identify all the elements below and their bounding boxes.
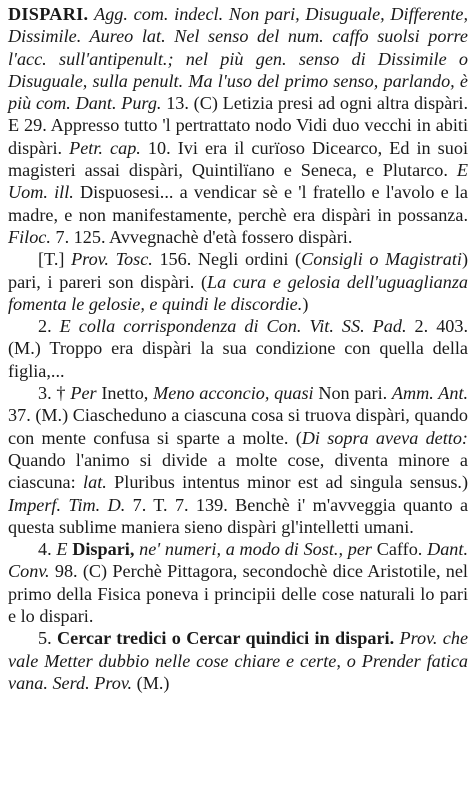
sense-phrase: Cercar tredici o Cercar quindici in dispari. — [57, 628, 395, 649]
sense-5 — [8, 627, 468, 694]
citation-text: ) pari, i pareri son dispàri. ( — [8, 249, 468, 292]
sense-2 — [8, 315, 468, 382]
gloss-text: Consigli o Magistrati — [301, 249, 462, 270]
citation-reference: 13. (C) — [166, 93, 218, 114]
citation-text: Benchè i' m'avveggia quanto a questa sublime maniera sieno dispàri gl'intelletti umani. — [8, 494, 469, 537]
sense-label: Meno acconcio, — [153, 383, 270, 404]
gloss-text: Metter dubbio nelle cose chiare e certe, o Prender fatica vana. — [8, 650, 469, 693]
citation-text: Appresso tutto 'l pertrattato nodo Vidi duo vecchi in abiti dispàri. — [8, 115, 469, 158]
citation-text: Quando l'animo si divide a molte cose, diventa minore a ciascuna: — [8, 449, 468, 493]
latin-text: Pluribus intentus minor est ad singula sensus.) — [114, 472, 469, 493]
sense-number: 4. — [38, 539, 52, 560]
citation-text: 7. 125. Avvegnachè d'età fossero dispàri. — [55, 226, 353, 247]
sense-3 — [8, 382, 468, 538]
sense-word: Inetto, — [101, 383, 149, 404]
sense-tommaseo — [8, 248, 468, 315]
citation-source: Amm. Ant. — [391, 383, 469, 404]
sense-label: ne' numeri, a modo di Sost., per — [139, 539, 372, 560]
citation-reference: 29. — [24, 115, 47, 136]
sense-word: Non pari. — [318, 383, 388, 404]
citation-reference: 98. (C) — [54, 561, 108, 582]
sense-4 — [8, 538, 468, 627]
sense-label: Per — [70, 383, 97, 404]
citation-source: Dant. Conv. — [8, 539, 468, 582]
citation-reference: 37. (M.) — [8, 405, 69, 426]
citation-source: Vit. SS. Pad. — [309, 316, 407, 337]
sense-headword: Dispari, — [72, 539, 135, 560]
citation-text: 10. Ivi era il curïoso Dicearco, Ed in suoi magisteri assai dispàri, Quintilïano e Seneca, e Plutarco. — [8, 137, 469, 181]
citation-text: 156. Negli ordini ( — [159, 249, 302, 270]
citation-reference: 2. 403. (M.) — [8, 316, 469, 359]
sense-label: Prov. che vale — [8, 628, 469, 671]
closing-paren: ) — [302, 293, 309, 314]
citation-text: Ciascheduno a ciascuna cosa si truova dispàri, quando con mente confusa si sparte a molte. ( — [8, 405, 468, 448]
citation-source: Imperf. Tim. D. — [8, 494, 126, 515]
citation-source: Filoc. — [8, 226, 51, 247]
tommaseo-mark: [T.] — [38, 249, 65, 270]
citation-text: Letizia presi ad ogni altra dispàri. E — [8, 93, 469, 136]
citation-source: Serd. Prov. — [52, 672, 133, 693]
citation-source: Prov. Tosc. — [71, 249, 153, 270]
citation-text: Dispuosesi... a vendicar sè e 'l fratello e l'avolo e la madre, e non manifestamente, perchè era dispàri in possanza. — [8, 182, 468, 225]
citation-text: Perchè Pittagora, secondochè dice Aristotile, nel primo della Fisica poneva i principii delle cose naturali lo pari e lo dispari. — [8, 561, 468, 627]
gloss-text: La cura e gelosia dell'uguaglianza fomenta le gelosie, e quindi le discordie. — [8, 271, 468, 314]
sense-number: 2. — [38, 316, 52, 337]
entry-dispari — [8, 3, 468, 248]
citation-reference: 7. T. 7. 139. — [132, 494, 228, 515]
citation-source: Dant. Purg. — [75, 93, 162, 114]
sense-label: E — [56, 539, 68, 560]
citation-text: Troppo era dispàri la sua condizione con quella della figlia,... — [8, 338, 469, 381]
citation-source: E Uom. ill. — [8, 160, 468, 203]
sense-word: Caffo. — [376, 539, 423, 560]
citation-reference: (M.) — [136, 672, 170, 693]
citation-source: Petr. cap. — [69, 137, 141, 158]
latin-label: lat. — [83, 472, 107, 493]
sense-label: E colla corrispondenza di Con. — [59, 316, 302, 337]
aside-text: Di sopra aveva detto: — [301, 427, 468, 448]
entry-definition: Agg. com. indecl. Non pari, Disuguale, Differente, Dissimile. Aureo lat. Nel senso del num. caffo suolsi porre l'acc. sull'antipenult.; nel più gen. senso di Dissimile o Disuguale, sulla penult. Ma l'uso del primo senso, parlando, è più com. — [8, 4, 469, 114]
sense-number: 5. — [38, 628, 52, 649]
headword: DISPARI. — [8, 4, 89, 24]
sense-number: 3. † — [38, 383, 66, 404]
sense-label: quasi — [274, 383, 314, 404]
